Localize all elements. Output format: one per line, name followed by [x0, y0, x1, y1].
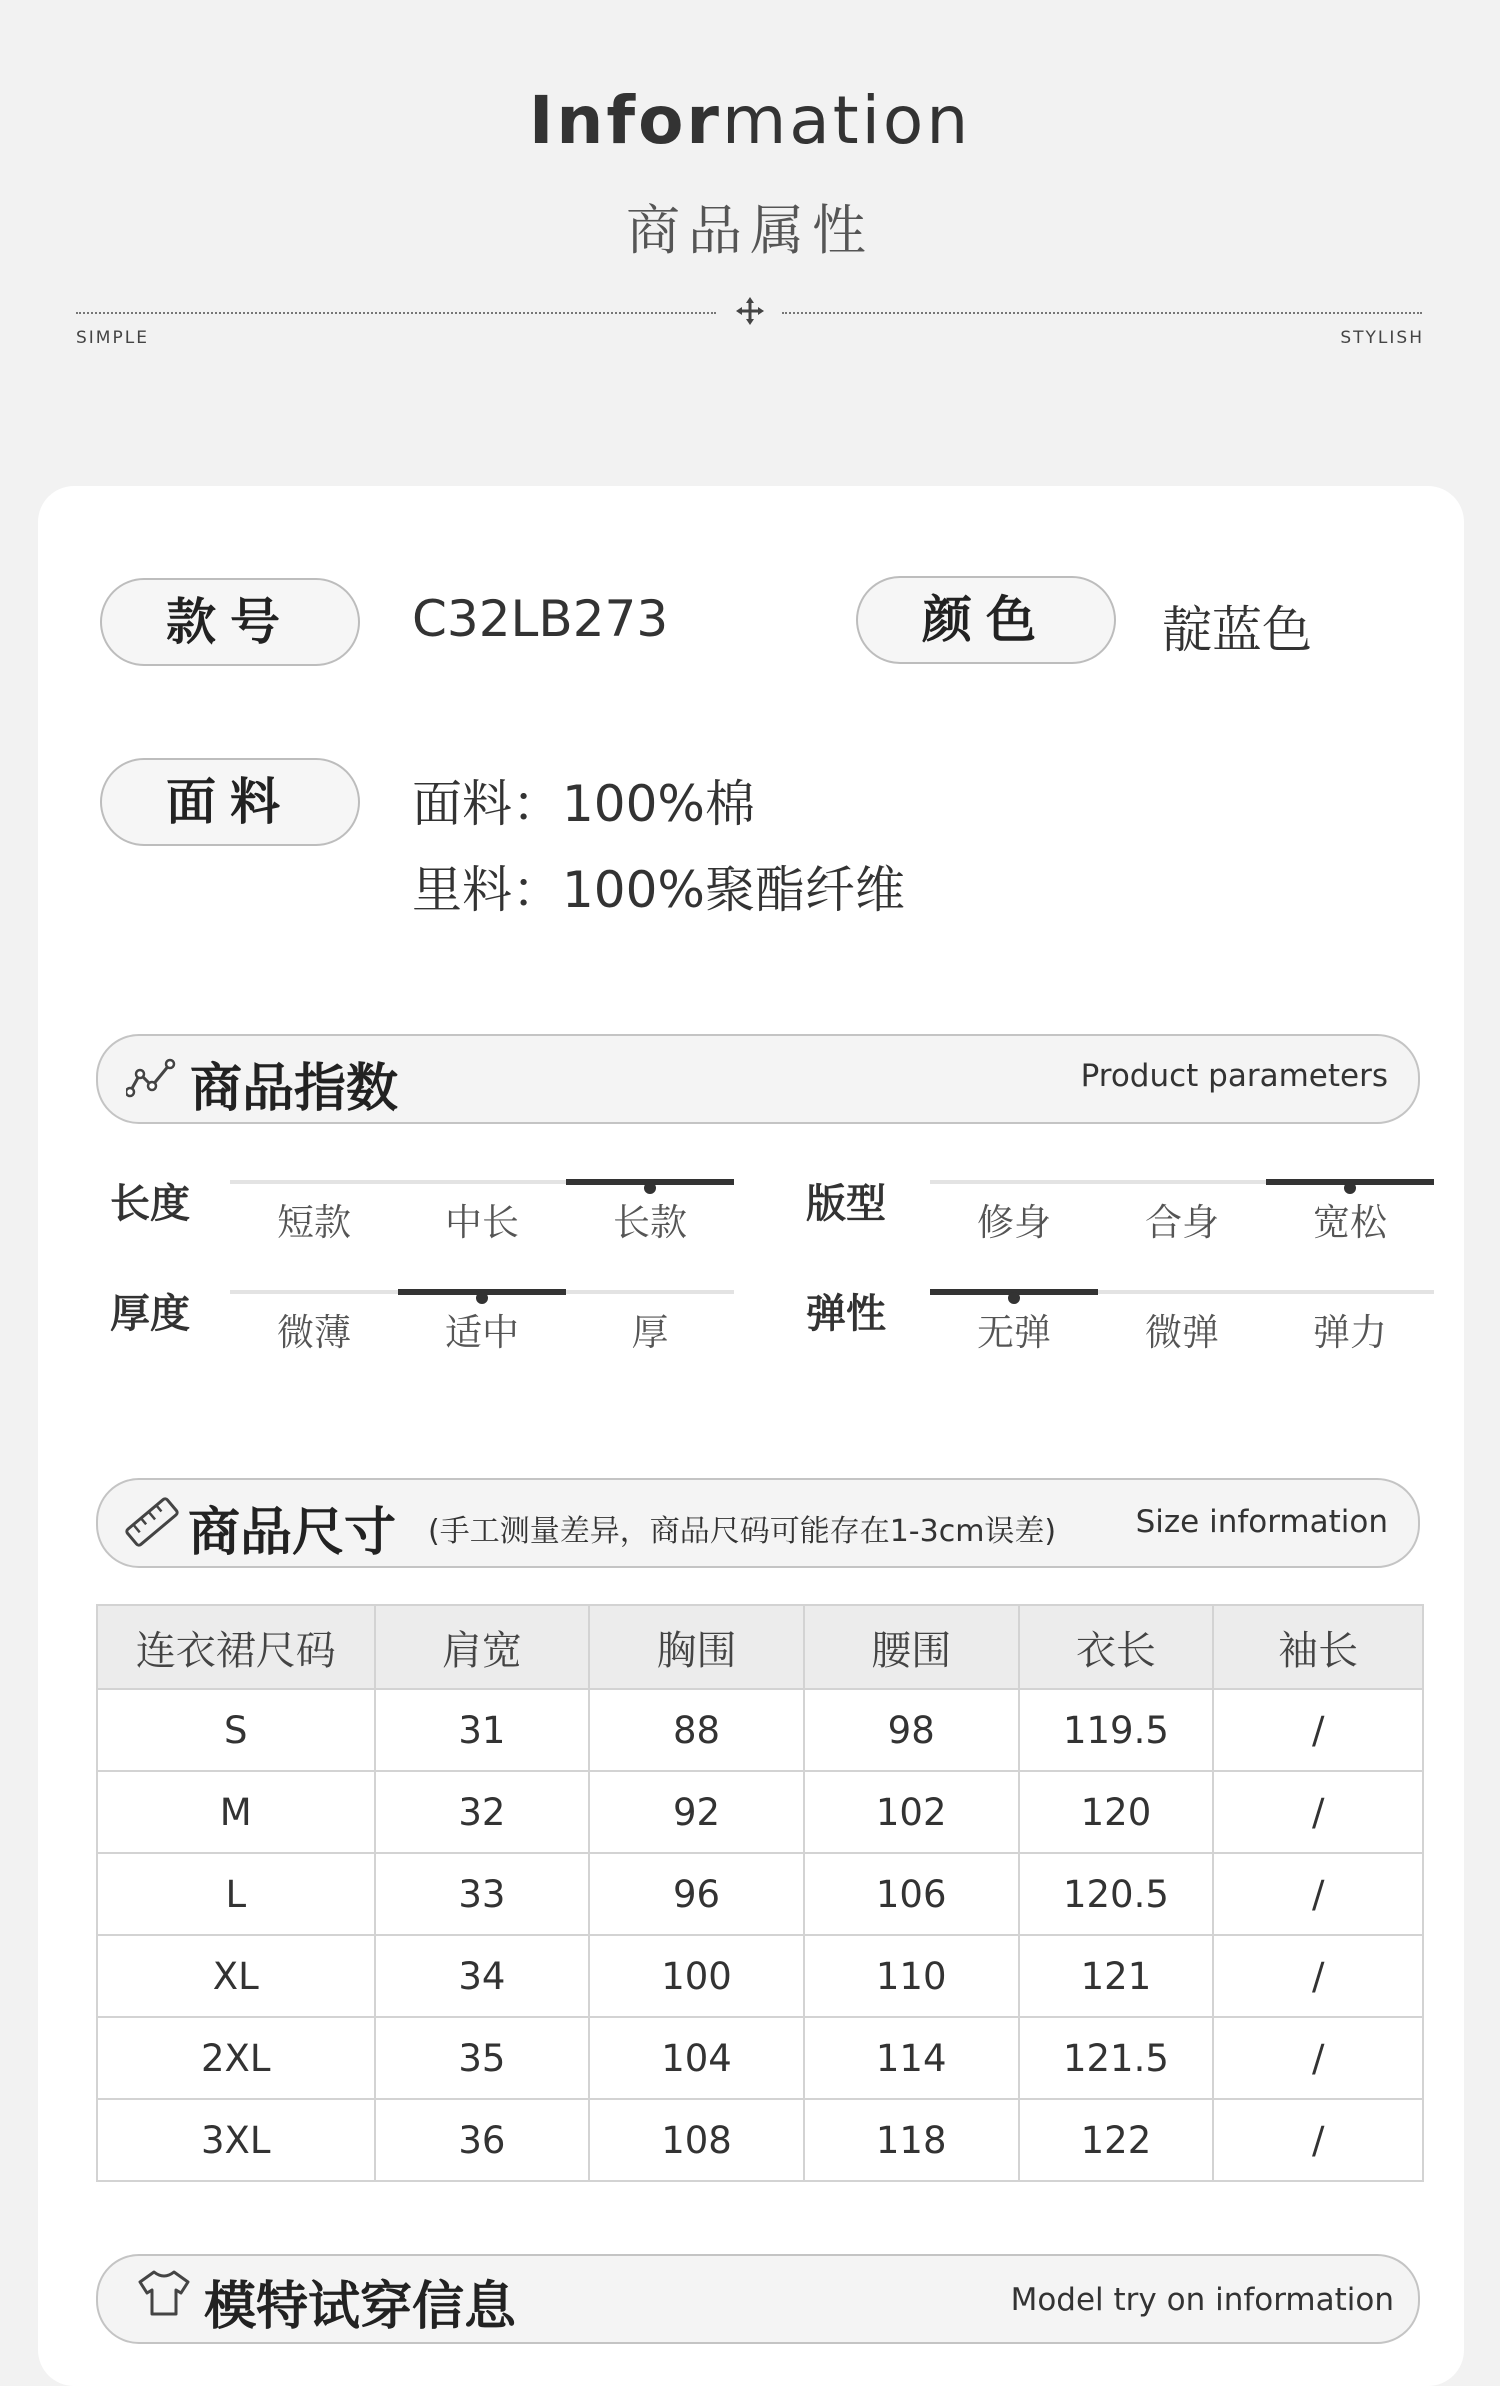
- table-cell: XL: [97, 1935, 375, 2017]
- table-row: [97, 1853, 1423, 1935]
- page-title-en: [0, 82, 1500, 159]
- table-cell: /: [1213, 1689, 1423, 1771]
- table-row: [97, 1689, 1423, 1771]
- table-cell: 122: [1019, 2099, 1214, 2181]
- style-no-value: C32LB273: [412, 590, 669, 648]
- fabric-line-2: 里料：100%聚酯纤维: [412, 861, 905, 919]
- table-cell: 34: [375, 1935, 590, 2017]
- table-cell: 108: [589, 2099, 804, 2181]
- param-option: 短款: [277, 1201, 351, 1244]
- param-option: 合身: [1145, 1201, 1219, 1244]
- title-bold-part: Infor: [528, 82, 722, 159]
- table-cell: S: [97, 1689, 375, 1771]
- header-size: 连衣裙尺码: [97, 1605, 375, 1689]
- params-section-title: 商品指数: [190, 1059, 399, 1119]
- table-cell: 2XL: [97, 2017, 375, 2099]
- size-section-subtitle: Size information: [1135, 1504, 1388, 1540]
- table-cell: 96: [589, 1853, 804, 1935]
- param-option: 修身: [977, 1201, 1051, 1244]
- param-option: 长款: [613, 1201, 687, 1244]
- header-waist: 腰围: [804, 1605, 1019, 1689]
- table-cell: /: [1213, 2017, 1423, 2099]
- table-cell: 35: [375, 2017, 590, 2099]
- param-option: 弹力: [1313, 1311, 1387, 1354]
- model-section-title: 模特试穿信息: [204, 2277, 517, 2337]
- table-cell: 31: [375, 1689, 590, 1771]
- size-section-note: (手工测量差异，商品尺码可能存在1-3cm误差): [428, 1514, 1057, 1549]
- model-section-subtitle: Model try on information: [1010, 2282, 1394, 2318]
- divider-left: [76, 312, 716, 314]
- table-cell: /: [1213, 1771, 1423, 1853]
- ruler-icon: [124, 1496, 180, 1548]
- table-cell: 119.5: [1019, 1689, 1214, 1771]
- param-label: 长度: [110, 1181, 190, 1227]
- trend-line-icon: [126, 1058, 176, 1098]
- color-value: 靛蓝色: [1162, 601, 1312, 659]
- table-cell: M: [97, 1771, 375, 1853]
- table-cell: 106: [804, 1853, 1019, 1935]
- header-sleeve: 袖长: [1213, 1605, 1423, 1689]
- param-label: 版型: [806, 1181, 886, 1227]
- param-label: 厚度: [110, 1291, 190, 1337]
- table-cell: 110: [804, 1935, 1019, 2017]
- table-cell: L: [97, 1853, 375, 1935]
- title-light-part: mation: [721, 82, 972, 159]
- move-cross-icon: [735, 296, 765, 326]
- table-row: [97, 1771, 1423, 1853]
- tshirt-icon: [136, 2268, 192, 2318]
- header-length: 衣长: [1019, 1605, 1214, 1689]
- table-cell: 121.5: [1019, 2017, 1214, 2099]
- param-option: 宽松: [1313, 1201, 1387, 1244]
- table-cell: 118: [804, 2099, 1019, 2181]
- table-cell: /: [1213, 2099, 1423, 2181]
- param-option: 厚: [631, 1311, 669, 1354]
- style-no-label: 款号: [100, 578, 360, 666]
- param-option: 无弹: [977, 1311, 1051, 1354]
- param-option: 微弹: [1145, 1311, 1219, 1354]
- size-table: [96, 1604, 1424, 2182]
- size-table-header-row: [97, 1605, 1423, 1689]
- table-cell: /: [1213, 1935, 1423, 2017]
- param-option: 适中: [445, 1311, 519, 1354]
- param-option: 中长: [445, 1201, 519, 1244]
- header-shoulder: 肩宽: [375, 1605, 590, 1689]
- fabric-label: 面料: [100, 758, 360, 846]
- table-cell: 3XL: [97, 2099, 375, 2181]
- table-cell: 92: [589, 1771, 804, 1853]
- param-label: 弹性: [806, 1291, 886, 1337]
- stylish-tag: STYLISH: [1340, 328, 1424, 348]
- table-row: [97, 2017, 1423, 2099]
- divider-right: [782, 312, 1422, 314]
- table-cell: 120: [1019, 1771, 1214, 1853]
- table-cell: 98: [804, 1689, 1019, 1771]
- table-cell: 32: [375, 1771, 590, 1853]
- table-cell: 102: [804, 1771, 1019, 1853]
- param-option: 微薄: [277, 1311, 351, 1354]
- fabric-line-1: 面料：100%棉: [412, 775, 755, 833]
- table-row: [97, 1935, 1423, 2017]
- table-cell: 120.5: [1019, 1853, 1214, 1935]
- table-cell: 88: [589, 1689, 804, 1771]
- table-row: [97, 2099, 1423, 2181]
- params-section-subtitle: Product parameters: [1080, 1058, 1388, 1094]
- page-title-cn: 商品属性: [626, 199, 874, 262]
- table-cell: /: [1213, 1853, 1423, 1935]
- table-cell: 104: [589, 2017, 804, 2099]
- table-cell: 100: [589, 1935, 804, 2017]
- color-label: 颜色: [856, 576, 1116, 664]
- header-bust: 胸围: [589, 1605, 804, 1689]
- table-cell: 114: [804, 2017, 1019, 2099]
- table-cell: 33: [375, 1853, 590, 1935]
- size-section-title: 商品尺寸: [188, 1503, 397, 1563]
- simple-tag: SIMPLE: [76, 328, 149, 348]
- table-cell: 121: [1019, 1935, 1214, 2017]
- table-cell: 36: [375, 2099, 590, 2181]
